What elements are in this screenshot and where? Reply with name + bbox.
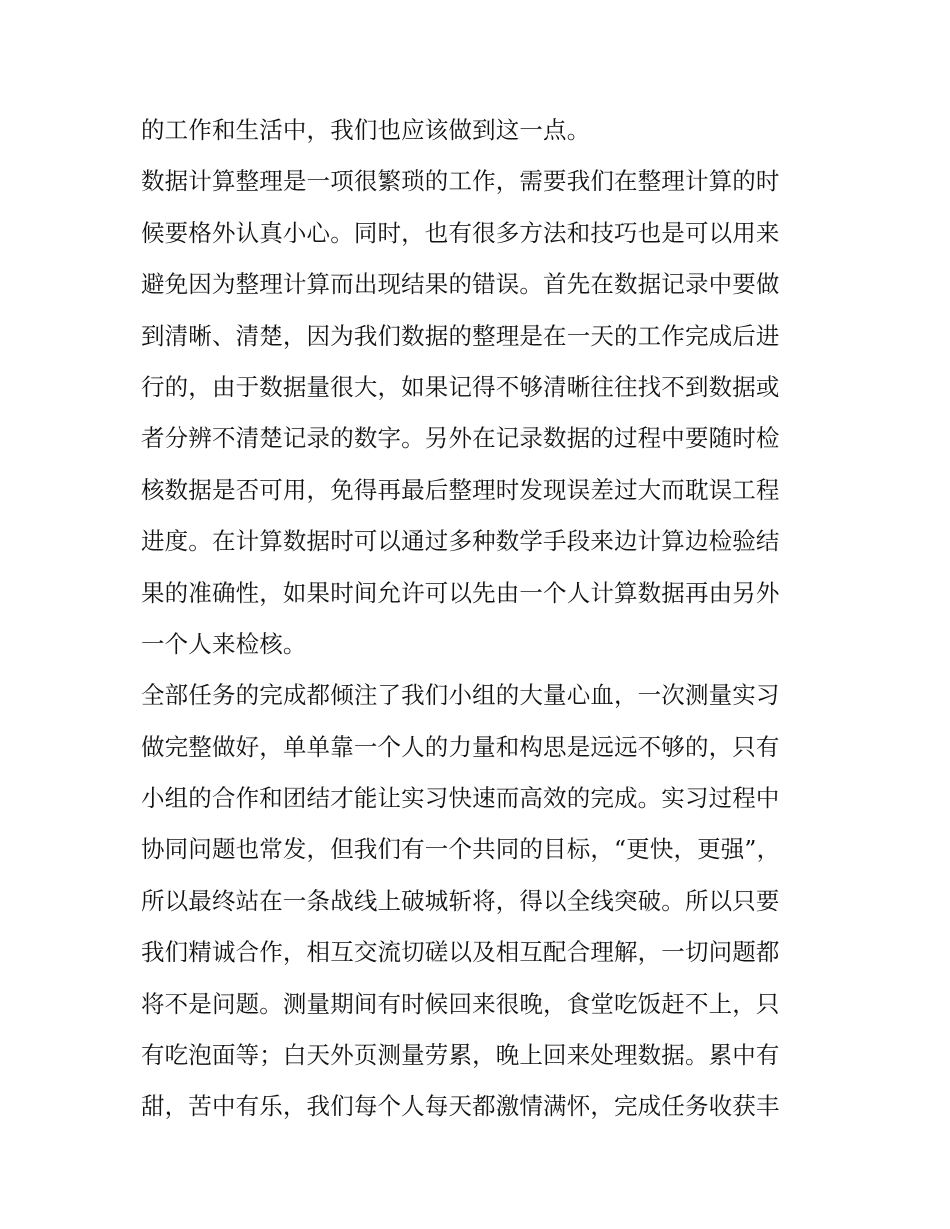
text-line-7: 者分辨不清楚记录的数字。另外在记录数据的过程中要随时检 <box>141 424 780 453</box>
text-line-16: 所以最终站在一条战线上破城斩将，得以全线突破。所以只要 <box>141 886 780 915</box>
text-line-12: 全部任务的完成都倾注了我们小组的大量心血，一次测量实习 <box>141 681 780 710</box>
text-line-3: 候要格外认真小心。同时，也有很多方法和技巧也是可以用来 <box>141 218 780 247</box>
body-text <box>141 105 821 1133</box>
text-line-19: 有吃泡面等；白天外页测量劳累，晚上回来处理数据。累中有 <box>141 1041 780 1070</box>
text-line-20: 甜，苦中有乐，我们每个人每天都激情满怀，完成任务收获丰 <box>141 1092 780 1121</box>
text-line-10: 果的准确性，如果时间允许可以先由一个人计算数据再由另外 <box>141 578 780 607</box>
text-line-17: 我们精诚合作，相互交流切磋以及相互配合理解，一切问题都 <box>141 938 780 967</box>
text-line-14: 小组的合作和团结才能让实习快速而高效的完成。实习过程中 <box>141 784 780 813</box>
text-line-6: 行的，由于数据量很大，如果记得不够清晰往往找不到数据或 <box>141 372 780 401</box>
text-line-5: 到清晰、清楚，因为我们数据的整理是在一天的工作完成后进 <box>141 321 780 350</box>
text-line-11: 一个人来检核。 <box>141 629 307 658</box>
text-line-1: 的工作和生活中，我们也应该做到这一点。 <box>141 116 591 144</box>
text-line-9: 进度。在计算数据时可以通过多种数学手段来边计算边检验结 <box>141 527 780 556</box>
text-line-2: 数据计算整理是一项很繁琐的工作，需要我们在整理计算的时 <box>141 167 780 196</box>
text-line-4: 避免因为整理计算而出现结果的错误。首先在数据记录中要做 <box>141 270 780 299</box>
text-line-18: 将不是问题。测量期间有时候回来很晚，食堂吃饭赶不上，只 <box>141 989 780 1018</box>
text-line-8: 核数据是否可用，免得再最后整理时发现误差过大而耽误工程 <box>141 475 780 504</box>
text-line-13: 做完整做好，单单靠一个人的力量和构思是远远不够的，只有 <box>141 732 780 761</box>
text-line-15: 协同问题也常发，但我们有一个共同的目标，“更快，更强”， <box>141 835 781 864</box>
